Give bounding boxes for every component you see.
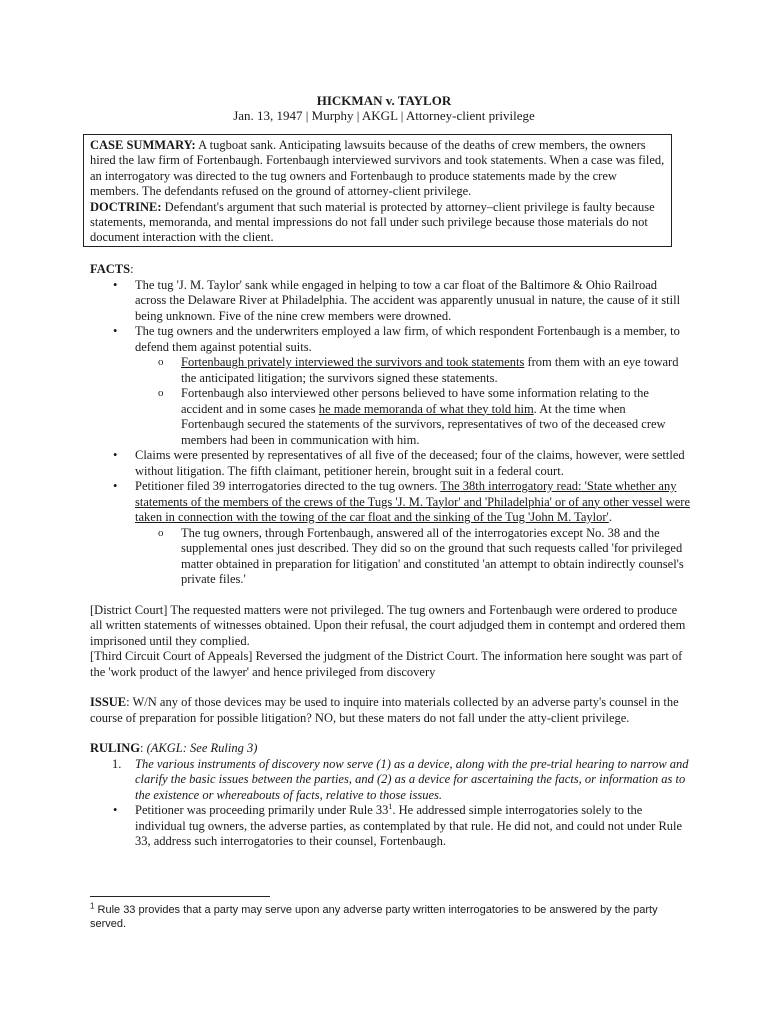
bullet-marker: •: [113, 448, 118, 462]
underlined-text: he made memoranda of what they told him: [318, 401, 534, 416]
facts-bullet-text: The tug 'J. M. Taylor' sank while engaged in helping to tow a car float of the Baltimore & Ohio Railroad across the Delaware River at Philadelphia. The accident was apparently unusual in nature, the cause of it still being unknown. Five of the nine crew members were drowned.: [135, 277, 681, 323]
facts-sub-bullet-1: [90, 355, 690, 386]
underlined-text: Fortenbaugh privately interviewed the survivors and took statements: [181, 355, 525, 369]
case-summary-text: A tugboat sank. Anticipating lawsuits because of the deaths of crew members, the owners hired the law firm of Fortenbaugh. Fortenbaugh interviewed survivors and took statements. When a case was filed, an interrogatory was directed to the tug owners and Fortenbaugh to produce statements made by the crew members. The defendants refused on the ground of attorney-client privilege.: [90, 138, 665, 199]
facts-bullet-1: [90, 278, 690, 325]
sub-bullet-text: from them with an eye toward the anticipated litigation; the survivors signed these statements.: [181, 355, 679, 385]
facts-sub-bullet-2: [90, 386, 690, 448]
document-body: [90, 262, 690, 850]
footnote-marker: 1: [90, 901, 95, 911]
case-title: HICKMAN v. TAYLOR: [316, 93, 452, 108]
sub-bullet-text: . At the time when Fortenbaugh secured the statements of the survivors, representatives of two of the deceased crew members had been in communication with him.: [181, 401, 666, 447]
issue-label: ISSUE: [90, 695, 127, 709]
facts-heading: [90, 262, 690, 278]
footnote: [90, 903, 690, 931]
bullet-marker: •: [113, 803, 118, 817]
bullet-marker: •: [113, 479, 118, 493]
case-subtitle: Jan. 13, 1947 | Murphy | AKGL | Attorney-client privilege: [233, 108, 535, 123]
facts-bullet-text: .: [608, 510, 612, 524]
bullet-marker: •: [113, 277, 118, 292]
case-summary-label: CASE SUMMARY:: [90, 138, 196, 152]
facts-label: FACTS: [90, 262, 131, 276]
footnote-divider: [90, 896, 270, 897]
ruling-colon: :: [140, 741, 147, 755]
issue-paragraph: [90, 695, 690, 726]
underlined-text: The 38th interrogatory read: 'State whether any statements of the members of the crews of the Tugs 'J. M. Taylor' and 'Philadelphia' or of any other vessel were taken in connection with the towing of the car float and the sinking of the Tug 'John M. Taylor': [135, 479, 691, 524]
facts-sub-bullet-3: [90, 526, 690, 588]
number-marker: 1.: [112, 756, 122, 771]
ruling-heading: [90, 741, 690, 757]
doctrine-label: DOCTRINE:: [90, 199, 162, 214]
facts-bullet-2: [90, 324, 690, 355]
district-court-paragraph: [District Court] The requested matters were not privileged. The tug owners and Fortenbaugh were ordered to produce all written statements of witnesses obtained. Upon their refusal, the court adjudged them in contempt and ordered them imprisoned until they complied.: [90, 602, 686, 648]
facts-colon: :: [130, 262, 134, 276]
ruling-bullet-text: . He addressed simple interrogatories solely to the individual tug owners, the adverse parties, as contemplated by that rule. He did not, and could not under Rule 33, address such interrogatories to their counsel, Fortenbaugh.: [135, 803, 683, 848]
ruling-item-1: [90, 757, 690, 804]
ruling-bullet-1: [90, 803, 690, 850]
sub-bullet-marker: o: [158, 526, 164, 539]
sub-bullet-marker: o: [158, 356, 164, 368]
appeals-court-paragraph: [Third Circuit Court of Appeals] Reversed the judgment of the District Court. The information here sought was part of the 'work product of the lawyer' and hence privileged from discovery: [90, 649, 683, 679]
sub-bullet-text: The tug owners, through Fortenbaugh, answered all of the interrogatories except No. 38 and the supplemental ones just described. They did so on the ground that such requests called 'for privileged matter obtained in preparation for litigation' and constituted 'an attempt to obtain indirectly counsel's private files.': [181, 525, 684, 586]
sub-bullet-marker: o: [158, 387, 164, 399]
case-summary-box: [83, 134, 672, 247]
doctrine-text: Defendant's argument that such material is protected by attorney–client privilege is faulty because statements, memoranda, and mental impressions do not fall under such privilege because those materials do not document interaction with the client.: [90, 199, 655, 245]
case-summary: [90, 138, 665, 200]
facts-bullet-text: Petitioner filed 39 interrogatories directed to the tug owners.: [135, 479, 441, 493]
facts-bullet-text: The tug owners and the underwriters employed a law firm, of which respondent Fortenbaugh is a member, to defend them against potential suits.: [135, 324, 680, 354]
doctrine: [90, 200, 665, 246]
footnote-reference[interactable]: 1: [388, 801, 393, 811]
ruling-note: (AKGL: See Ruling 3): [146, 741, 258, 755]
facts-bullet-3: [90, 448, 690, 479]
ruling-item-text: The various instruments of discovery now serve (1) as a device, along with the pre-trial hearing to narrow and clarify the basic issues between the parties, and (2) as a device for ascertaining the facts, or information as to the existence or whereabouts of facts, relative to those issues.: [135, 756, 689, 802]
facts-bullet-4: [90, 479, 690, 526]
facts-bullet-text: Claims were presented by representatives of all five of the deceased; four of the claims, however, were settled without litigation. The fifth claimant, petitioner herein, brought suit in a federal court.: [135, 448, 685, 478]
footnote-text: Rule 33 provides that a party may serve upon any adverse party written interrogatories to be answered by the party served.: [90, 904, 658, 930]
ruling-bullet-text: Petitioner was proceeding primarily under Rule 33: [135, 803, 389, 817]
ruling-label: RULING: [90, 741, 141, 755]
sub-bullet-text: Fortenbaugh also interviewed other persons believed to have some information relating to the accident and in some cases: [181, 386, 649, 416]
bullet-marker: •: [113, 324, 118, 338]
issue-text: : W/N any of those devices may be used to inquire into materials collected by an adverse party's counsel in the course of preparation for possible litigation? NO, but these maters do not fall under the atty-client privilege.: [90, 695, 679, 725]
